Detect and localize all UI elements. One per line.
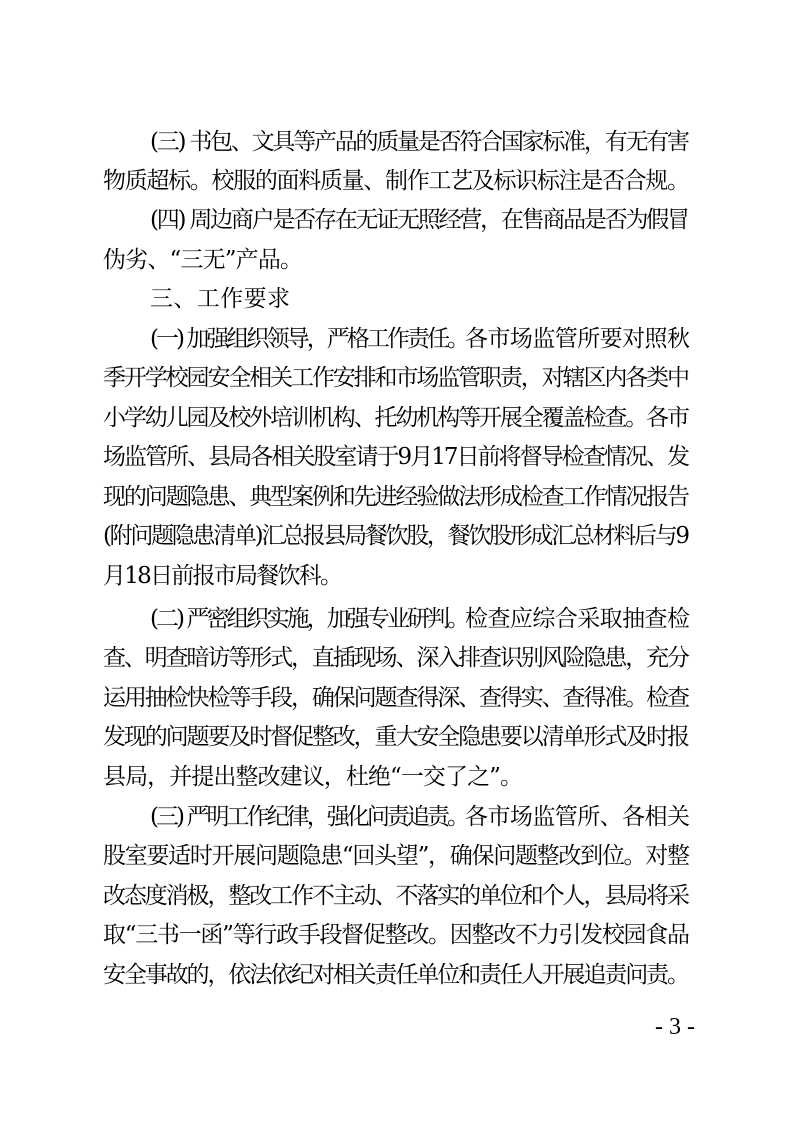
- line-text: (附问题隐患清单)汇总报县局餐饮股，餐饮股形成汇总材料后与9: [103, 523, 688, 549]
- line-text: 小学幼儿园及校外培训机构、托幼机构等开展全覆盖检查。各市: [103, 405, 688, 431]
- line-text: 各市场监管所要对照秋: [465, 326, 690, 352]
- paragraph-line: [0, 683, 793, 713]
- paragraph-line: [0, 643, 793, 673]
- line-text: (四) 周边商户是否存在无证无照经营，在售商品是否为假冒: [150, 207, 688, 233]
- line-text: 县局，并提出整改建议，杜绝“一交了之”。: [103, 764, 523, 790]
- line-text: 改态度消极，整改工作不主动、不落实的单位和个人，县局将采: [103, 883, 688, 909]
- subheading-text: (二) 严密组织实施，加强专业研判。: [150, 606, 468, 632]
- section-heading: [0, 284, 793, 314]
- paragraph-line: [0, 802, 793, 832]
- paragraph-line: [0, 960, 793, 990]
- paragraph-line: [0, 166, 793, 196]
- heading-text: 三、工作要求: [150, 286, 291, 312]
- line-text: (三) 书包、文具等产品的质量是否符合国家标准，有无有害: [150, 129, 688, 155]
- paragraph-line: [0, 127, 793, 157]
- line-text: 场监管所、县局各相关股室请于9月17日前将督导检查情况、发: [103, 444, 689, 470]
- line-text: 物质超标。校服的面料质量、制作工艺及标识标注是否合规。: [103, 168, 689, 194]
- line-text: 安全事故的，依法依纪对相关责任单位和责任人开展追责问责。: [103, 962, 688, 988]
- line-text: 检查应综合采取抽查检: [465, 606, 690, 632]
- paragraph-line: [0, 521, 793, 551]
- line-text: 查、明查暗访等形式，直插现场、深入排查识别风险隐患，充分: [103, 645, 688, 671]
- paragraph-line: [0, 245, 793, 275]
- paragraph-line: [0, 324, 793, 354]
- paragraph-line: [0, 403, 793, 433]
- line-text: 现的问题隐患、典型案例和先进经验做法形成检查工作情况报告: [103, 484, 688, 510]
- line-text: 股室要适时开展问题隐患“回头望”，确保问题整改到位。对整: [103, 843, 689, 869]
- line-text: 取“三书一函”等行政手段督促整改。因整改不力引发校园食品: [103, 922, 689, 948]
- line-text: 季开学校园安全相关工作安排和市场监管职责，对辖区内各类中: [103, 365, 688, 391]
- paragraph-line: [0, 722, 793, 752]
- paragraph-line: [0, 604, 793, 634]
- paragraph-line: [0, 442, 793, 472]
- paragraph-line: [0, 762, 793, 792]
- paragraph-line: [0, 881, 793, 911]
- line-text: 各市场监管所、各相关: [465, 804, 690, 830]
- paragraph-line: [0, 920, 793, 950]
- page-number: - 3 -: [655, 1014, 695, 1040]
- paragraph-line: [0, 841, 793, 871]
- paragraph-line: [0, 482, 793, 512]
- line-text: 运用抽检快检等手段，确保问题查得深、查得实、查得准。检查: [103, 685, 688, 711]
- paragraph-line: [0, 561, 793, 591]
- paragraph-line: [0, 363, 793, 393]
- line-text: 月18日前报市局餐饮科。: [103, 563, 342, 589]
- subheading-text: (三) 严明工作纪律，强化问责追责。: [150, 804, 468, 830]
- line-text: 伪劣、“三无”产品。: [103, 247, 303, 273]
- subheading-text: (一) 加强组织领导，严格工作责任。: [150, 326, 468, 352]
- line-text: 发现的问题要及时督促整改，重大安全隐患要以清单形式及时报: [103, 724, 688, 750]
- paragraph-line: [0, 205, 793, 235]
